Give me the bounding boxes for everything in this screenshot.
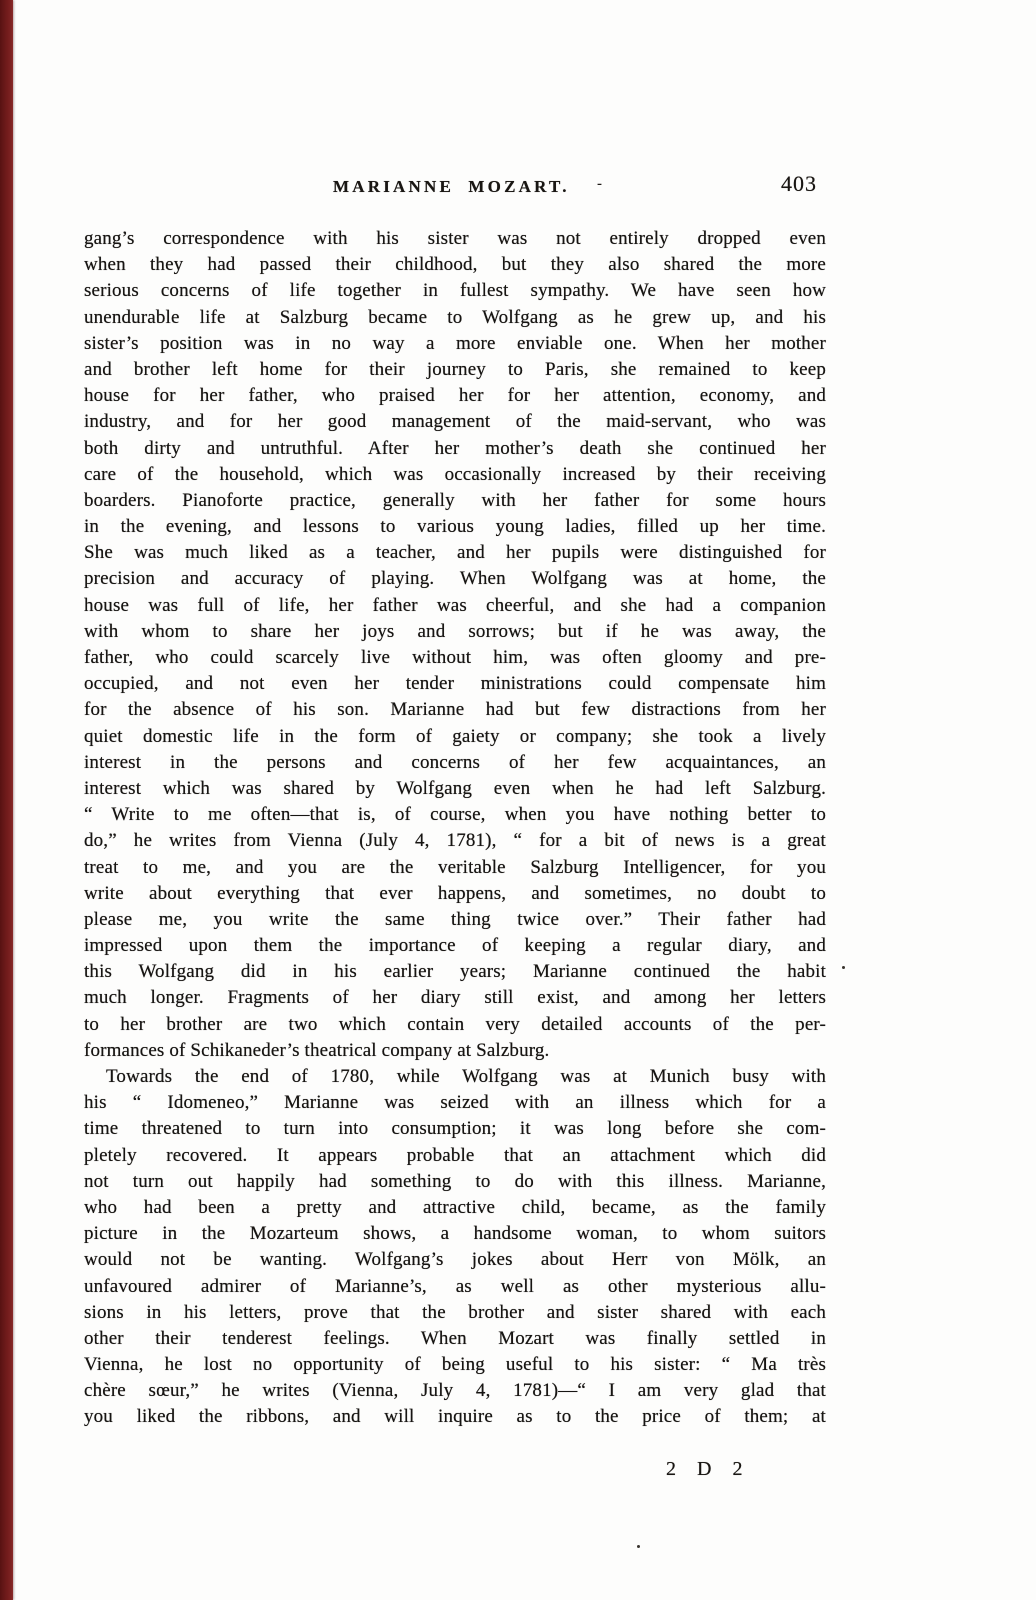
text-line: interest which was shared by Wolfgang even when he had left Salzburg. [84,777,826,799]
text-line: do,” he writes from Vienna (July 4, 1781), “ for a bit of news is a great [84,830,826,852]
text-line: house for her father, who praised her for her attention, economy, and [84,385,826,407]
text-line: Towards the end of 1780, while Wolfgang was at Munich busy with [106,1066,826,1087]
text-line: quiet domestic life in the form of gaiety or company; she took a lively [84,725,826,747]
text-line: house was full of life, her father was cheerful, and she had a companion [84,594,826,616]
text-line: when they had passed their childhood, but they also shared the more [84,254,826,276]
text-line: with whom to share her joys and sorrows; but if he was away, the [84,620,826,642]
text-line: to her brother are two which contain very detailed accounts of the per- [84,1013,826,1035]
scan-speck [842,966,845,969]
text-line: sister’s position was in no way a more enviable one. When her mother [84,332,826,354]
text-line: who had been a pretty and attractive child, became, as the family [84,1196,826,1218]
text-line: industry, and for her good management of the maid-servant, who was [84,411,826,433]
scan-artifact-mark: - [597,176,602,192]
text-line: sions in his letters, prove that the brother and sister shared with each [84,1301,826,1323]
scan-speck [637,1545,640,1548]
text-line: please me, you write the same thing twice over.” Their father had [84,908,826,930]
body-text-block [84,226,826,1431]
text-line: you liked the ribbons, and will inquire as to the price of them; at [84,1406,826,1428]
text-line: other their tenderest feelings. When Mozart was finally settled in [84,1327,826,1349]
text-line: his “ Idomeneo,” Marianne was seized with an illness which for a [84,1092,826,1114]
text-line: She was much liked as a teacher, and her pupils were distinguished for [84,542,826,564]
text-line: “ Write to me often—that is, of course, when you have nothing better to [84,804,826,826]
text-line: both dirty and untruthful. After her mother’s death she continued her [84,437,826,459]
text-line: picture in the Mozarteum shows, a handsome woman, to whom suitors [84,1223,826,1245]
text-line: would not be wanting. Wolfgang’s jokes about Herr von Mölk, an [84,1249,826,1271]
running-header-title: MARIANNE MOZART. [333,177,570,196]
text-line: boarders. Pianoforte practice, generally with her father for some hours [84,489,826,511]
text-line: and brother left home for their journey to Paris, she remained to keep [84,358,826,380]
printer-signature: 2 D 2 [666,1458,750,1480]
text-line: write about everything that ever happens, and sometimes, no doubt to [84,882,826,904]
text-line: time threatened to turn into consumption; it was long before she com- [84,1118,826,1140]
text-line: formances of Schikaneder’s theatrical company at Salzburg. [84,1039,550,1061]
text-line: occupied, and not even her tender ministrations could compensate him [84,673,826,695]
text-line: precision and accuracy of playing. When Wolfgang was at home, the [84,568,826,590]
text-line: Vienna, he lost no opportunity of being useful to his sister: “ Ma très [84,1354,826,1376]
text-line: not turn out happily had something to do with this illness. Marianne, [84,1170,826,1192]
text-line: this Wolfgang did in his earlier years; Marianne continued the habit [84,961,826,983]
text-line: gang’s correspondence with his sister was not entirely dropped even [84,228,826,249]
book-spine-strip [0,0,13,1600]
text-line: chère sœur,” he writes (Vienna, July 4, 1781)—“ I am very glad that [84,1380,826,1402]
text-line: impressed upon them the importance of keeping a regular diary, and [84,935,826,957]
text-line: for the absence of his son. Marianne had but few distractions from her [84,699,826,721]
page-number: 403 [781,171,817,196]
text-line: father, who could scarcely live without him, was often gloomy and pre- [84,647,826,668]
text-line: interest in the persons and concerns of her few acquaintances, an [84,751,826,773]
text-line: unendurable life at Salzburg became to Wolfgang as he grew up, and his [84,306,826,328]
text-line: unfavoured admirer of Marianne’s, as well as other mysterious allu- [84,1275,826,1297]
text-line: serious concerns of life together in fullest sympathy. We have seen how [84,280,826,302]
text-line: pletely recovered. It appears probable that an attachment which did [84,1144,826,1166]
text-line: care of the household, which was occasionally increased by their receiving [84,463,826,485]
text-line: treat to me, and you are the veritable Salzburg Intelligencer, for you [84,856,826,878]
text-line: much longer. Fragments of her diary still exist, and among her letters [84,987,826,1009]
text-line: in the evening, and lessons to various young ladies, filled up her time. [84,516,826,538]
